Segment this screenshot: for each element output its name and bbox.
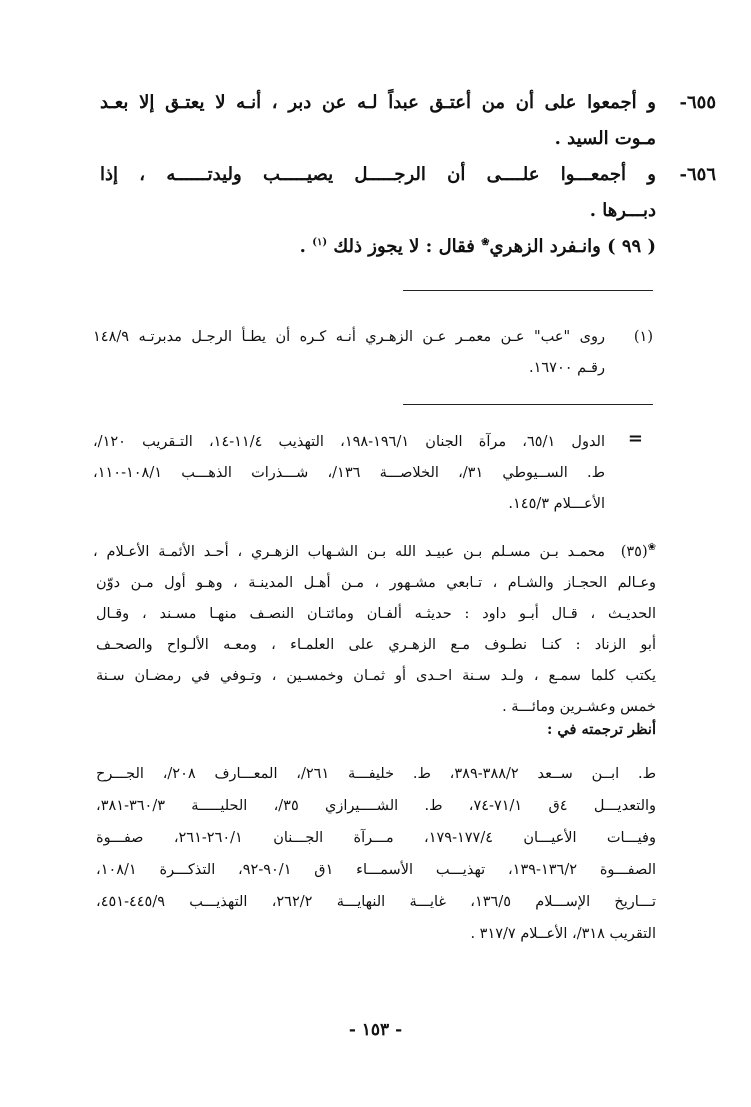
flower-icon: ❀: [481, 237, 490, 248]
dissent-99: [100, 232, 656, 262]
footnote-1-marker: (١): [633, 329, 653, 345]
footnote-1-line-2: رقـم ١٦٧٠٠.: [528, 360, 605, 376]
item-656-line-2: دبـــرها .: [589, 200, 656, 221]
biography-line-2: وعـالم الحجـاز والشـام ، تـابعي مشـهور ، مـن أهـل المدينـة ، وهـو أول مـن دوّن: [96, 575, 656, 591]
reference-line-3: وفيـــات الأعيـــان ١٧٧/٤-١٧٩، مـــرآة الجـــنان ٢٦٠/١-٢٦١، صفـــوة: [96, 830, 656, 846]
continuation-line-1: الدول ٦٥/١، مرآة الجنان ١٩٦/١-١٩٨، التهذيب ١١/٤-١٤، التـقريب ١٢٠/،: [93, 434, 605, 450]
separator-line-2: [403, 404, 653, 405]
dissent-text: وانـفرد الزهري: [489, 236, 601, 257]
separator-line-1: [403, 290, 653, 291]
continuation-line-2: ط. الســيوطي ٣١/، الخلاصـــة ١٣٦/، شـــذرات الذهـــب ١٠٨/١-١١٠،: [93, 465, 605, 481]
dissent-end: .: [299, 236, 306, 257]
reference-line-2: والتعديـــل ٤ق ٧١/١-٧٤، ط. الشــــيرازي ٣٥/، الحليـــــة ٣٦٠/٣-٣٨١،: [96, 798, 656, 814]
item-number-656: ٦٥٦-: [679, 164, 716, 185]
reference-line-1: ط. ابــن ســعد ٣٨٨/٢-٣٨٩، ط. خليفـــة ٢٦١/، المعـــارف ٢٠٨/، الجـــرح: [96, 766, 656, 782]
page-number: - ١٥٣ -: [348, 1020, 403, 1040]
continuation-marker: =: [627, 428, 643, 449]
biography-line-3: الحديـث ، قـال أبـو داود : حديثـه ألفـان ومائتـان النصـف منهـا مسـند ، وقـال: [96, 606, 656, 622]
see-also-heading: أنظر ترجمته في :: [546, 721, 656, 738]
item-655-line-2: مـوت السيد .: [554, 128, 656, 149]
item-number-655: ٦٥٥-: [679, 92, 716, 113]
biography-line-1: محمـد بـن مسـلم بـن عبيـد الله بـن الشـهاب الزهـري ، أحـد الأئمـة الأعـلام ،: [93, 544, 605, 560]
biography-marker: ❀(٣٥): [620, 542, 656, 560]
reference-line-5: تـــاريخ الإســـلام ١٣٦/٥، غايـــة النهايـــة ٢٦٢/٢، التهذيـــب ٤٤٥/٩-٤٥١،: [96, 894, 656, 910]
item-656-line-1: و أجمعـــوا علــــى أن الرجـــــل يصيـــــب وليدتــــــه ، إذا: [100, 164, 656, 185]
biography-line-6: خمس وعشـرين ومائـــة .: [502, 699, 656, 715]
footnote-1-line-1: روى "عب" عـن معمـر عـن الزهـري أنـه كـره أن يطـأ الرجـل مدبرتـه ١٤٨/٩: [93, 329, 605, 345]
dissent-text-2: فقال : لا يجوز ذلك: [333, 236, 475, 257]
reference-line-6: التقريب ٣١٨/، الأعــلام ٣١٧/٧ .: [470, 926, 656, 942]
flower-icon: ❀: [647, 542, 656, 554]
continuation-line-3: الأعـــلام ١٤٥/٣.: [508, 496, 605, 512]
item-655-line-1: و أجمعوا على أن من أعتـق عبداً لـه عن دبر ، أنـه لا يعتـق إلا بعـد: [100, 92, 656, 113]
biography-line-4: أبو الزناد : كنـا نطـوف مـع الزهـري على العلمـاء ، ومعـه الألـواح والصحـف: [96, 637, 656, 653]
dissent-number: ( ٩٩ ): [607, 236, 656, 257]
footnote-ref: (١): [312, 237, 328, 248]
reference-line-4: الصفـــوة ١٣٦/٢-١٣٩، تهذيـــب الأسمـــاء ١ق ٩٠/١-٩٢، التذكـــرة ١٠٨/١،: [96, 862, 656, 878]
biography-line-5: يكتب كلما سمـع ، ولـد سـنة احـدى أو ثمـان وخمسـين ، وتـوفي في رمضـان سـنة: [96, 668, 656, 684]
